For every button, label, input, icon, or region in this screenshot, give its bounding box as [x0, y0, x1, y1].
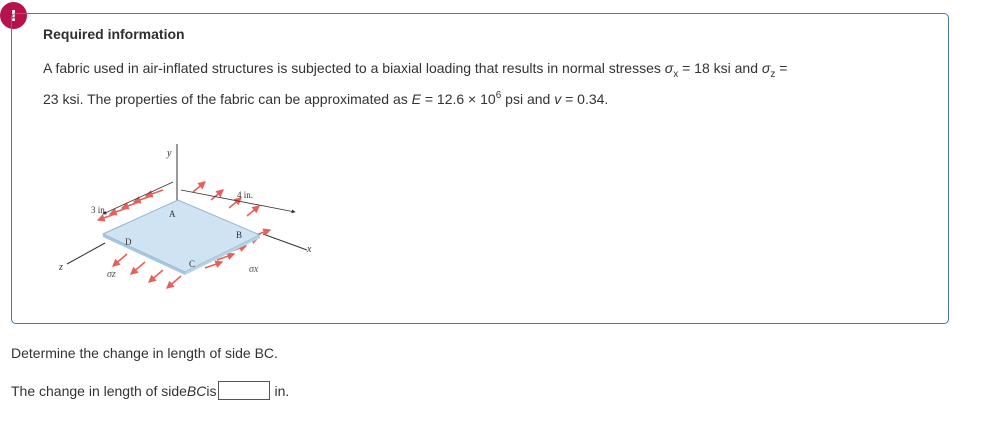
sigma-z-symbol: σ [761, 60, 771, 76]
sigma-x-subscript: x [673, 69, 679, 80]
answer-unit: in. [274, 382, 290, 399]
answer-prefix: The change in length of side [11, 382, 187, 399]
answer-input[interactable] [218, 381, 270, 400]
y-axis-label: y [167, 148, 172, 159]
psi-and: psi and [501, 91, 555, 107]
corner-D-label: D [125, 237, 132, 247]
dim-4in-label: 4 in. [237, 190, 254, 200]
answer-is: is [206, 382, 217, 399]
sigma-x-symbol: σ [664, 60, 674, 76]
z-axis-label: z [59, 262, 63, 273]
sigma-z-label: σz [107, 269, 116, 280]
E-exponent: 6 [495, 90, 502, 101]
problem-statement [43, 54, 923, 116]
dim-3in-label: 3 in. [91, 205, 108, 215]
x-axis [263, 234, 307, 250]
E-value: = 12.6 × 10 [420, 91, 496, 107]
nu-symbol: v [554, 91, 562, 107]
statement-line1-prefix: A fabric used in air-inflated structures is subjected to a biaxial loading that results in normal stresses [43, 60, 665, 76]
fabric-figure [55, 142, 325, 290]
sigma-z-equals: = [775, 60, 788, 76]
alert-icon: ! [0, 2, 27, 29]
corner-A-label: A [169, 209, 176, 219]
statement-line2-prefix: 23 ksi. The properties of the fabric can be approximated as [43, 91, 412, 107]
z-axis [67, 243, 105, 264]
sigma-z-subscript: z [770, 69, 776, 80]
sigma-x-value: = 18 ksi and [678, 60, 762, 76]
answer-side: BC [186, 382, 207, 399]
x-axis-label: x [307, 244, 312, 255]
required-information-title: Required information [43, 26, 185, 42]
sigma-x-label: σx [249, 264, 259, 275]
nu-value: = 0.34. [561, 91, 609, 107]
E-symbol: E [411, 91, 421, 107]
answer-line [11, 381, 289, 400]
question-text: Determine the change in length of side BC. [11, 345, 278, 361]
corner-B-label: B [236, 230, 243, 240]
corner-C-label: C [189, 259, 196, 269]
